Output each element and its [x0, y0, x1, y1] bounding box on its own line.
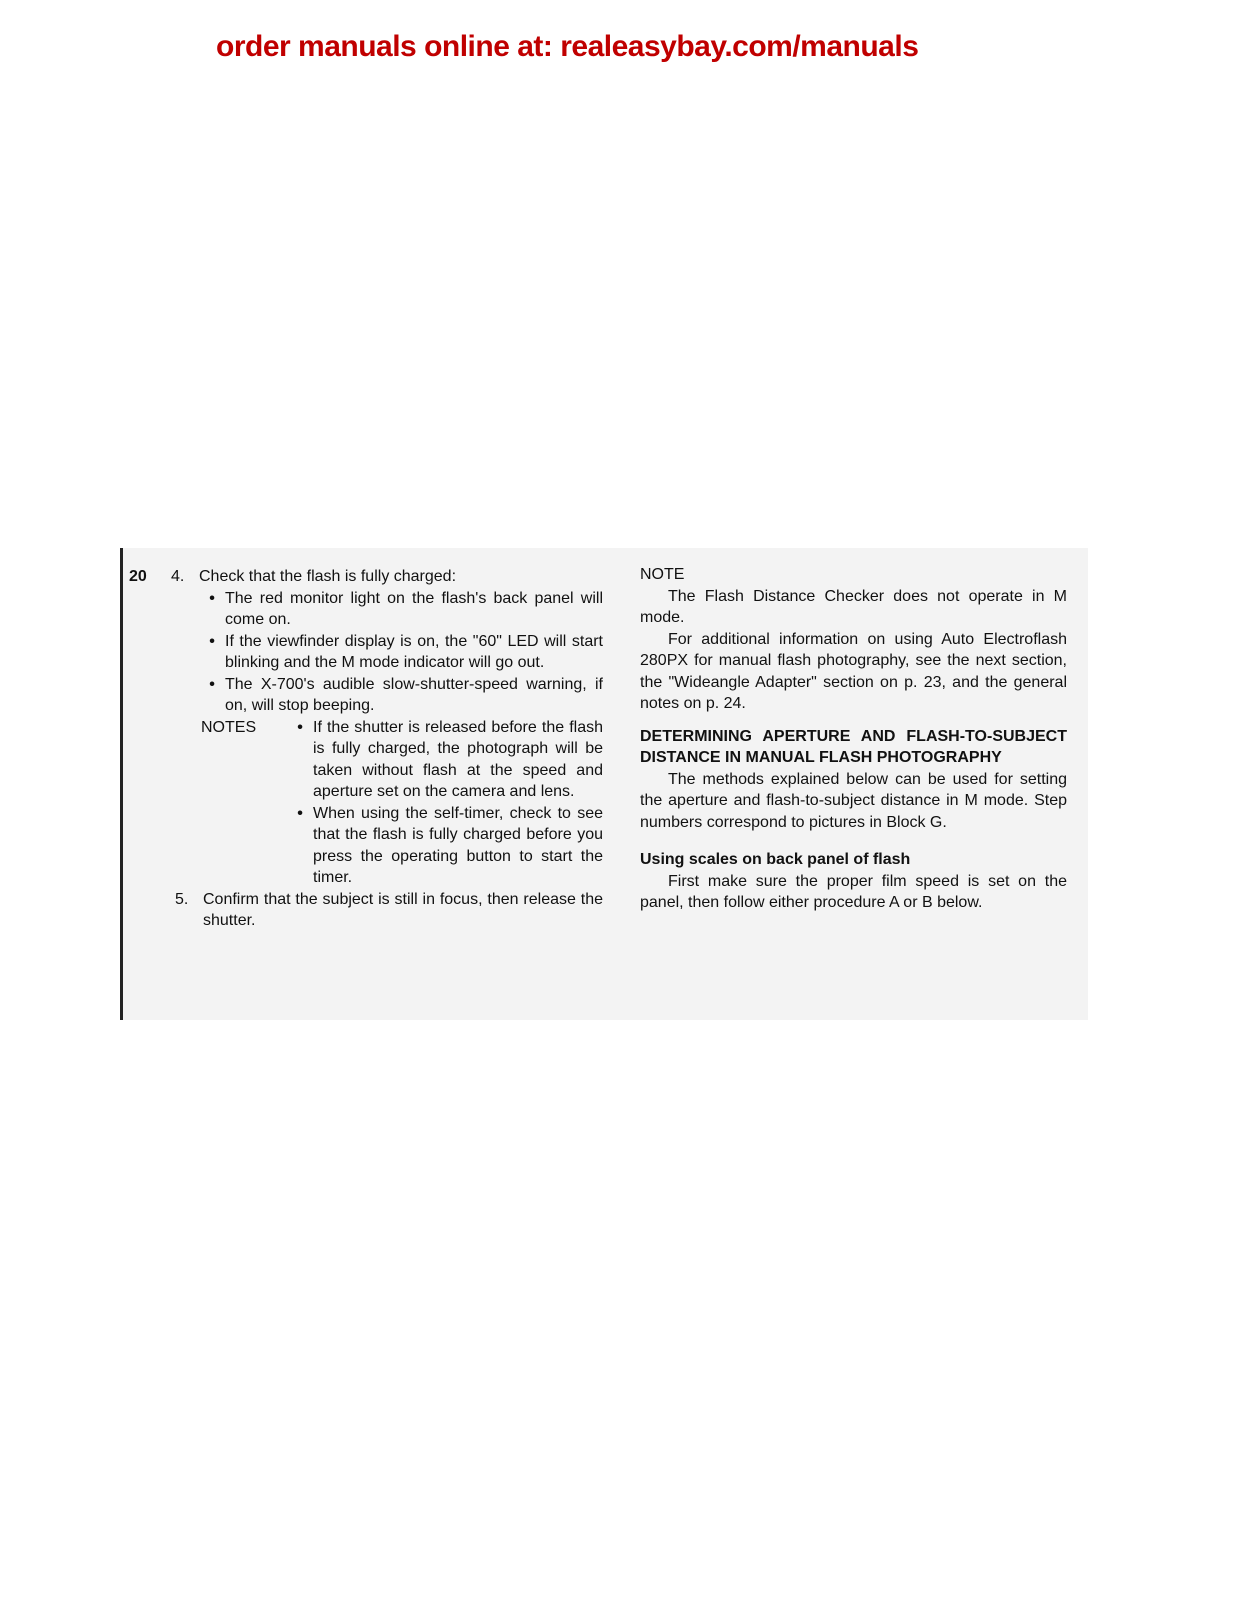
- page-number: 20: [129, 568, 147, 585]
- bullet-icon: •: [209, 632, 215, 650]
- step-4-number: 4.: [171, 568, 185, 585]
- right-column: [640, 564, 1067, 914]
- bullet-icon: •: [297, 718, 303, 736]
- note-paragraph-2: For additional information on using Auto Electroflash 280PX for manual flash photography, see the next section, the "Wideangle Adapter" section on p. 23, and the general notes on p. 24.: [640, 630, 1067, 712]
- step-5-number: 5.: [175, 890, 189, 908]
- section-paragraph: The methods explained below can be used for setting the aperture and flash-to-subject distance in M mode. Step numbers correspond to pictures in Block G.: [640, 770, 1067, 831]
- step-5-text: Confirm that the subject is still in focus, then release the shutter.: [203, 890, 603, 929]
- list-item: [199, 674, 603, 717]
- bullet-text: The red monitor light on the flash's back panel will come on.: [225, 589, 603, 628]
- step-4-bullets: [199, 588, 603, 717]
- note-text: If the shutter is released before the flash is fully charged, the photograph will be taken without flash at the speed and aperture set on the camera and lens.: [313, 718, 603, 800]
- note-paragraph-1: The Flash Distance Checker does not operate in M mode.: [640, 587, 1067, 626]
- note-title: NOTE: [640, 566, 685, 583]
- left-column: [171, 566, 603, 932]
- bullet-text: If the viewfinder display is on, the "60" LED will start blinking and the M mode indicator will go out.: [225, 632, 603, 671]
- step-4: [171, 566, 603, 588]
- list-item: [287, 717, 603, 803]
- bullet-icon: •: [209, 589, 215, 607]
- subsection-paragraph: First make sure the proper film speed is set on the panel, then follow either procedure A or B below.: [640, 872, 1067, 911]
- bullet-icon: •: [209, 675, 215, 693]
- list-item: [287, 803, 603, 889]
- step-5: [175, 889, 603, 932]
- bullet-icon: •: [297, 804, 303, 822]
- notes-label: NOTES: [201, 718, 257, 736]
- list-item: [199, 588, 603, 631]
- manuals-banner: order manuals online at: realeasybay.com/manuals: [216, 30, 919, 63]
- scanned-page: [120, 548, 1088, 1020]
- subsection-heading: Using scales on back panel of flash: [640, 851, 911, 868]
- notes-block: [201, 717, 603, 889]
- note-text: When using the self-timer, check to see that the flash is fully charged before you press the operating button to start the timer.: [313, 804, 603, 886]
- bullet-text: The X-700's audible slow-shutter-speed warning, if on, will stop beeping.: [225, 675, 603, 714]
- section-heading: DETERMINING APERTURE AND FLASH-TO-SUBJECT DISTANCE IN MANUAL FLASH PHOTOGRAPHY: [640, 727, 1067, 766]
- step-4-text: Check that the flash is fully charged:: [199, 568, 457, 585]
- list-item: [199, 631, 603, 674]
